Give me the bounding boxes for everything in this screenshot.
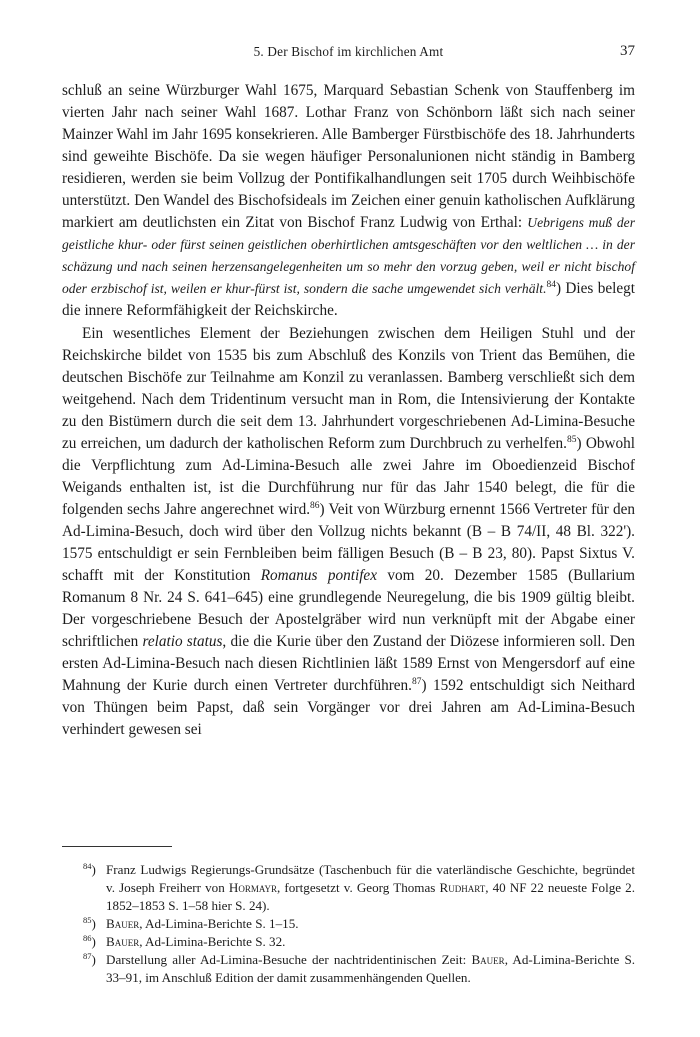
footnote-ref-85[interactable]: 85 bbox=[566, 434, 577, 445]
paragraph bbox=[62, 80, 635, 323]
italic-term: relatio status bbox=[142, 633, 223, 651]
footnote-text: , Ad-Limina-Berichte S. 32. bbox=[139, 934, 286, 949]
footnote-marker: $^{84}$) bbox=[83, 861, 96, 877]
erthal-quote: Uebrigens muß der geistliche khur- oder fürst seinen geistlichen oberhirtlichen amtsgeschäften vor den weltlichen … in der schäzung und nach seinen herzensangelegenheiten um so mehr den vorzug geben, weil er nicht bischof oder erzbischof ist, weilen er khur-fürst ist, sondern die sache umgewendet sich verhält. bbox=[62, 215, 635, 297]
footnote bbox=[62, 861, 635, 915]
text-run: Ein wesentliches Element der Beziehungen zwischen dem Heiligen Stuhl und der Reichskirche bildet von 1535 bis zum Abschluß des Konzils von Trient das Bemühen, die deutschen Bischöfe zur Teilnahme am Konzil zu veranlassen. Bamberg verschließt sich dem weitgehend. Nach dem Tridentinum versucht man in Rom, die Intensivierung der Kontakte zu den Bistümern durch die seit dem 13. Jahrhundert vorgeschriebenen Ad-Limina-Besuche zu erreichen, um dadurch der katholischen Reform zum Durchbruch zu verhelfen. bbox=[62, 324, 635, 452]
footnote-marker: $^{87}$) bbox=[83, 951, 96, 967]
running-head: 5. Der Bischof im kirchlichen Amt bbox=[253, 44, 444, 59]
footnote-text: , Ad-Limina-Berichte S. 33–91, im Anschluß Edition der damit zusammenhängenden Quellen. bbox=[106, 952, 636, 985]
body-text bbox=[62, 80, 635, 741]
footnote bbox=[62, 951, 635, 987]
footnotes bbox=[62, 861, 635, 987]
author-name: Hormayr bbox=[228, 880, 278, 895]
footnote-text: , 40 NF 22 neueste Folge 2. 1852–1853 S. 1–58 hier S. 24). bbox=[106, 880, 635, 913]
footnote-ref-84[interactable]: 84 bbox=[546, 280, 556, 291]
text-run: vom 20. Dezember 1585 (Bullarium Romanum 8 Nr. 24 S. 641–645) eine grundlegende Neuregelung, die bis 1909 gültig bleibt. Der vorgeschriebene Besuch der Apostelgräber wird nun verknüpft mit der Abgabe einer schriftlichen bbox=[62, 567, 636, 651]
footnote bbox=[62, 915, 635, 933]
paragraph bbox=[62, 323, 635, 742]
footnote-separator bbox=[62, 846, 172, 847]
author-name: Bauer bbox=[106, 934, 140, 949]
footnote-text: Darstellung aller Ad-Limina-Besuche der nachtridentinischen Zeit: bbox=[106, 952, 472, 967]
page-number: 37 bbox=[620, 43, 635, 59]
page-header bbox=[62, 44, 635, 64]
author-name: Bauer bbox=[106, 916, 140, 931]
footnote-text: Franz Ludwigs Regierungs-Grundsätze (Taschenbuch für die vaterländische Geschichte, begründet v. Joseph Freiherr von bbox=[106, 862, 635, 895]
footnote-marker: $^{86}$) bbox=[83, 933, 96, 949]
footnote bbox=[62, 933, 635, 951]
footnote-ref-87[interactable]: 87 bbox=[412, 677, 422, 688]
text-run: ) 1592 entschuldigt sich Neithard von Thüngen beim Papst, daß sein Vorgänger vor drei Jahren am Ad-Limina-Besuch verhindert gewesen sei bbox=[62, 677, 636, 739]
text-run: schluß an seine Würzburger Wahl 1675, Marquard Sebastian Schenk von Stauffenberg im vierten Jahr nach seiner Wahl 1687. Lothar Franz von Schönborn läßt sich nach seiner Mainzer Wahl im Jahr 1695 konsekrieren. Alle Bamberger Fürstbischöfe des 18. Jahrhunderts sind geweihte Bischöfe. Da sie wegen häufiger Personalunionen nicht ständig in Bamberg residieren, werden sie beim Vollzug der Pontifikalhandlungen seit 1705 durch Weihbischöfe unterstützt. Den Wandel des Bischofsideals im Zeichen einer genuin katholischen Aufklärung markiert am deutlichsten ein Zitat von Bischof Franz Ludwig von Erthal: bbox=[62, 82, 635, 232]
text-run: , die die Kurie über den Zustand der Diözese informieren soll. Den ersten Ad-Limina-Besuch nach diesen Richtlinien läßt 1589 Ernst von Mengersdorf auf eine Mahnung der Kurie durch einen Vertreter durchführen. bbox=[62, 633, 635, 695]
author-name: Bauer bbox=[471, 952, 505, 967]
text-run: ) Veit von Würzburg ernennt 1566 Vertreter für den Ad-Limina-Besuch, doch wird über den Vollzug nichts bekannt (B – B 74/II, 48 Bl. 322'). 1575 entschuldigt er sein Fernbleiben beim fälligen Besuch (B – B 23, 80). Papst Sixtus V. schafft mit der Konstitution bbox=[62, 500, 636, 585]
footnote-ref-86[interactable]: 86 bbox=[310, 500, 320, 511]
footnote-marker: $^{85}$) bbox=[83, 915, 96, 931]
footnote-text: , fortgesetzt v. Georg Thomas bbox=[277, 880, 440, 895]
footnote-text: , Ad-Limina-Berichte S. 1–15. bbox=[139, 916, 299, 931]
text-run: ) Dies belegt die innere Reformfähigkeit der Reichskirche. bbox=[62, 280, 635, 320]
italic-title: Romanus pontifex bbox=[260, 567, 377, 585]
author-name: Rudhart bbox=[439, 880, 486, 895]
text-run: ) Obwohl die Verpflichtung zum Ad-Limina-Besuch alle zwei Jahre im Oboedienzeid Bischof Weigands enthalten ist, ist die Durchführung nur für das Jahr 1540 belegt, die für die folgenden sechs Jahre angerechnet wird. bbox=[62, 434, 635, 518]
